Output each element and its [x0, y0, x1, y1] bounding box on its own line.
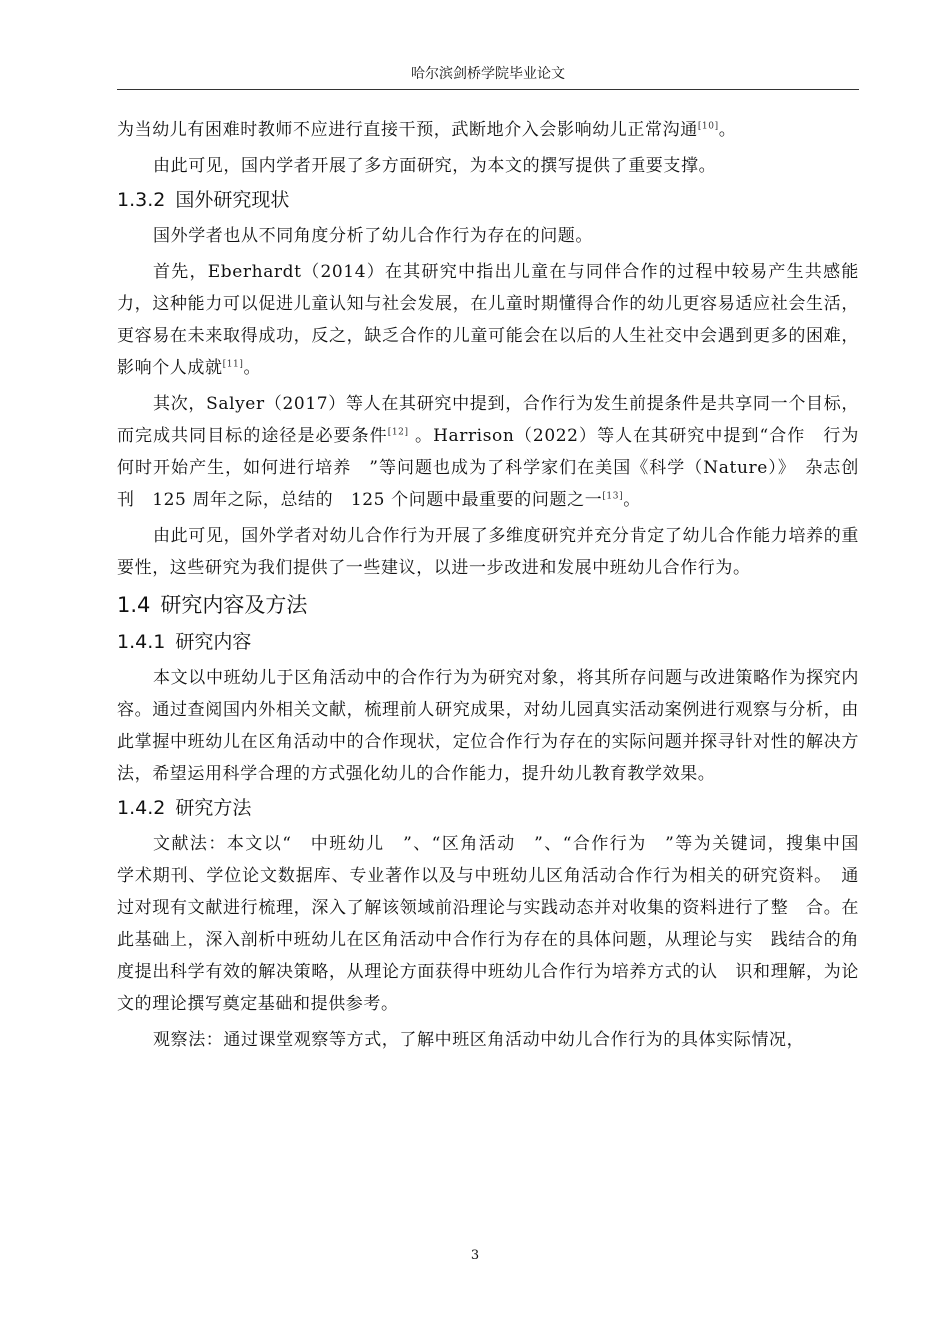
section-heading-1-3-2: 1.3.2 国外研究现状 — [117, 189, 290, 211]
citation-ref: [10] — [697, 121, 719, 132]
paragraph: 文献法：本文以“ 中班幼儿 ”、“区角活动 ”、“合作行为 ”等为关键词，搜集中国 学术期刊、学位论文数据库、专业著作以及与中班幼儿区角活动合作行为相关的研究资料。 通过对现有文献进行梳理，深入了解该领域前沿理论与实践动态并对收集的资料进行了整 合。在此基础上，深入剖析中班幼儿在区角活动中合作行为存在的具体问题，从理论与实 践结合的角度提出科学有效的解决策略，从理论方面获得中班幼儿合作行为培养方式的认 识和理解，为论文的理论撰写奠定基础和提供参考。 — [117, 834, 877, 1014]
running-header — [117, 62, 859, 90]
paragraph: 国外学者也从不同角度分析了幼儿合作行为存在的问题。 — [153, 226, 593, 246]
paragraph: 由此可见，国内学者开展了多方面研究，为本文的撰写提供了重要支撑。 — [153, 156, 717, 176]
section-heading-1-4-2: 1.4.2 研究方法 — [117, 797, 252, 819]
section-heading-1-4-1: 1.4.1 研究内容 — [117, 631, 252, 653]
document-body — [117, 114, 877, 1056]
citation-ref: [12] — [387, 427, 409, 438]
page-number: 3 — [470, 1248, 480, 1263]
paragraph: 为当幼儿有困难时教师不应进行直接干预，武断地介入会影响幼儿正常沟通[10]。 — [117, 120, 737, 140]
citation-ref: [11] — [222, 359, 244, 370]
paragraph: 首先，Eberhardt（2014）在其研究中指出儿童在与同伴合作的过程中较易产生共感能力，这种能力可以促进儿童认知与社会发展，在儿童时期懂得合作的幼儿更容易适应社会生活，更容易在未来取得成功，反之，缺乏合作的儿童可能会在以后的人生社交中会遇到更多的困难，影响个人成就[11]。 — [117, 262, 859, 378]
section-heading-1-4: 1.4 研究内容及方法 — [117, 593, 308, 617]
header-title: 哈尔滨剑桥学院毕业论文 — [411, 66, 565, 82]
paragraph: 观察法：通过课堂观察等方式，了解中班区角活动中幼儿合作行为的具体实际情况， — [153, 1030, 805, 1050]
paragraph: 由此可见，国外学者对幼儿合作行为开展了多维度研究并充分肯定了幼儿合作能力培养的重要性，这些研究为我们提供了一些建议，以进一步改进和发展中班幼儿合作行为。 — [117, 526, 859, 578]
citation-ref: [13] — [602, 491, 624, 502]
paragraph: 其次，Salyer（2017）等人在其研究中提到，合作行为发生前提条件是共享同一个目标，而完成共同目标的途径是必要条件[12] 。Harrison（2022）等人在其研究中提到“合作 行为何时开始产生，如何进行培养 ”等问题也成为了科学家们在美国《科学（Nature）》 杂志创刊 125 周年之际，总结的 125 个问题中最重要的问题之一[13]。 — [117, 394, 860, 510]
paragraph: 本文以中班幼儿于区角活动中的合作行为为研究对象，将其所存问题与改进策略作为探究内容。通过查阅国内外相关文献，梳理前人研究成果，对幼儿园真实活动案例进行观察与分析，由此掌握中班幼儿在区角活动中的合作现状，定位合作行为存在的实际问题并探寻针对性的解决方法，希望运用科学合理的方式强化幼儿的合作能力，提升幼儿教育教学效果。 — [117, 668, 859, 784]
